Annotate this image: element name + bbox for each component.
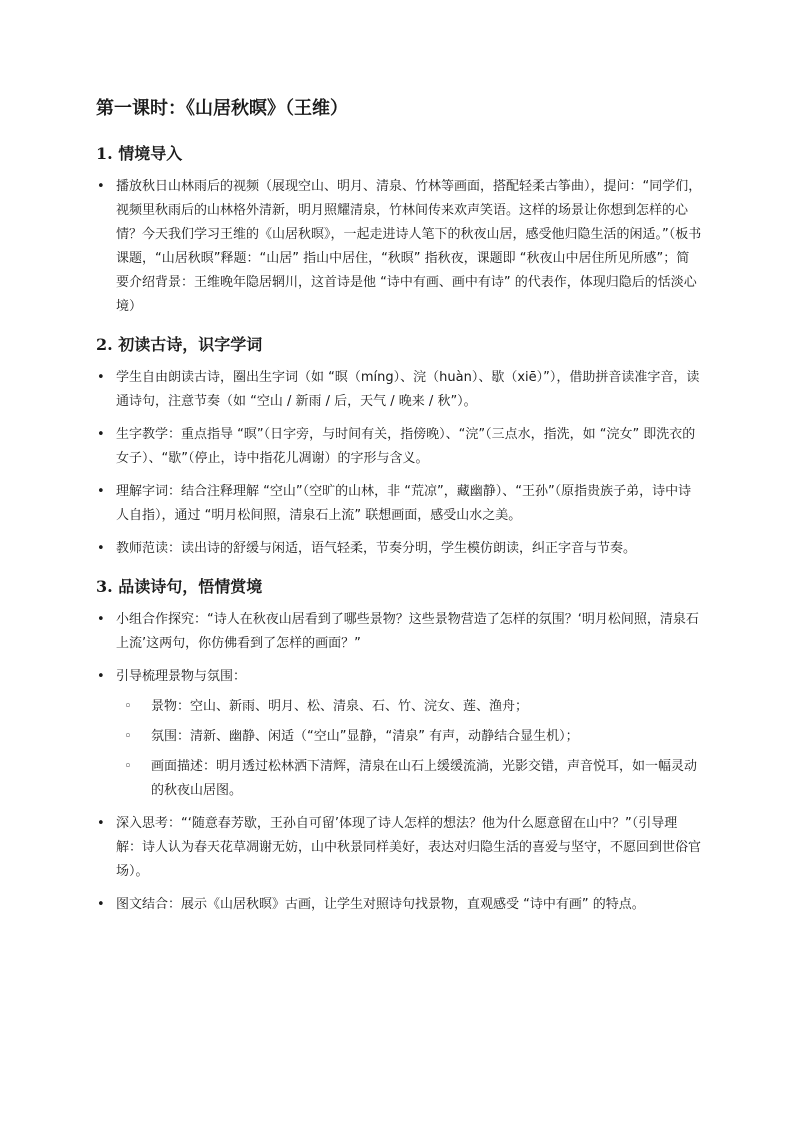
document-page <box>96 96 702 931</box>
section-heading: 2. 初读古诗，识字学词 <box>96 335 263 354</box>
document-title: 第一课时：《山居秋暝》（王维） <box>96 98 348 119</box>
bullet-list <box>96 366 702 561</box>
list-item-text: 小组合作探究：“诗人在秋夜山居看到了哪些景物？这些景物营造了怎样的氛围？‘明月松间照，清泉石上流’这两句，你仿佛看到了怎样的画面？” <box>116 612 699 651</box>
list-item <box>96 893 702 917</box>
sub-bullet-list <box>116 695 702 803</box>
list-item-text: 图文结合：展示《山居秋暝》古画，让学生对照诗句找景物，直观感受 “诗中有画” 的特点。 <box>116 897 645 912</box>
section-heading: 1. 情境导入 <box>96 144 183 163</box>
list-item: • 理解字词：结合注释理解 “空山”（空旷的山林，非 “荒凉”，藏幽静）、“王孙”（原指贵族子弟，诗中诗人自指），通过 “明月松间照，清泉石上流” 联想画面，感受山水之美。 <box>96 480 702 528</box>
list-item <box>96 608 702 656</box>
list-item <box>96 665 702 803</box>
section-intro <box>96 142 702 319</box>
sub-list-item: ◦ 氛围：清新、幽静、闲适（“空山”显静，“清泉” 有声，动静结合显生机）； <box>124 725 702 749</box>
list-item-text: 引导梳理景物与氛围： <box>116 669 247 684</box>
sub-list-item: ◦ 画面描述：明月透过松林洒下清辉，清泉在山石上缓缓流淌，光影交错，声音悦耳，如一幅灵动的秋夜山居图。 <box>124 755 702 803</box>
list-item: • 生字教学：重点指导 “暝”（日字旁，与时间有关，指傍晚）、“浣”（三点水，指洗，如 “浣女” 即洗衣的女子）、“歇”（停止，诗中指花儿凋谢）的字形与含义。 <box>96 423 702 471</box>
section-appreciation <box>96 575 702 917</box>
section-heading: 3. 品读诗句，悟情赏境 <box>96 577 263 596</box>
bullet-list <box>96 608 702 917</box>
list-item: • 学生自由朗读古诗，圈出生字词（如 “暝（míng）、浣（huàn）、歇（xiē）”），借助拼音读准字音，读通诗句，注意节奏（如 “空山 / 新雨 / 后，天气 / 晚来 / 秋”）。 <box>96 366 702 414</box>
list-item: • 播放秋日山林雨后的视频（展现空山、明月、清泉、竹林等画面，搭配轻柔古筝曲），提问：“同学们，视频里秋雨后的山林格外清新，明月照耀清泉，竹林间传来欢声笑语。这样的场景让你想到怎样的心情？今天我们学习王维的《山居秋暝》，一起走进诗人笔下的秋夜山居，感受他归隐生活的闲适。”（板书课题，“山居秋暝”释题：“山居” 指山中居住，“秋暝” 指秋夜，课题即 “秋夜山中居住所见所感”；简要介绍背景：王维晚年隐居辋川，这首诗是他 “诗中有画、画中有诗” 的代表作，体现归隐后的恬淡心境） <box>96 175 702 319</box>
list-item <box>96 812 702 884</box>
bullet-list <box>96 175 702 319</box>
section-first-reading <box>96 333 702 561</box>
list-item: • 教师范读：读出诗的舒缓与闲适，语气轻柔，节奏分明，学生模仿朗读，纠正字音与节奏。 <box>96 537 702 561</box>
list-item-text: 深入思考：“‘随意春芳歇，王孙自可留’体现了诗人怎样的想法？他为什么愿意留在山中？”（引导理解：诗人认为春天花草凋谢无妨，山中秋景同样美好，表达对归隐生活的喜爱与坚守，不愿回到世俗官场）。 <box>116 816 702 879</box>
sub-list-item: ◦ 景物：空山、新雨、明月、松、清泉、石、竹、浣女、莲、渔舟； <box>124 695 702 719</box>
